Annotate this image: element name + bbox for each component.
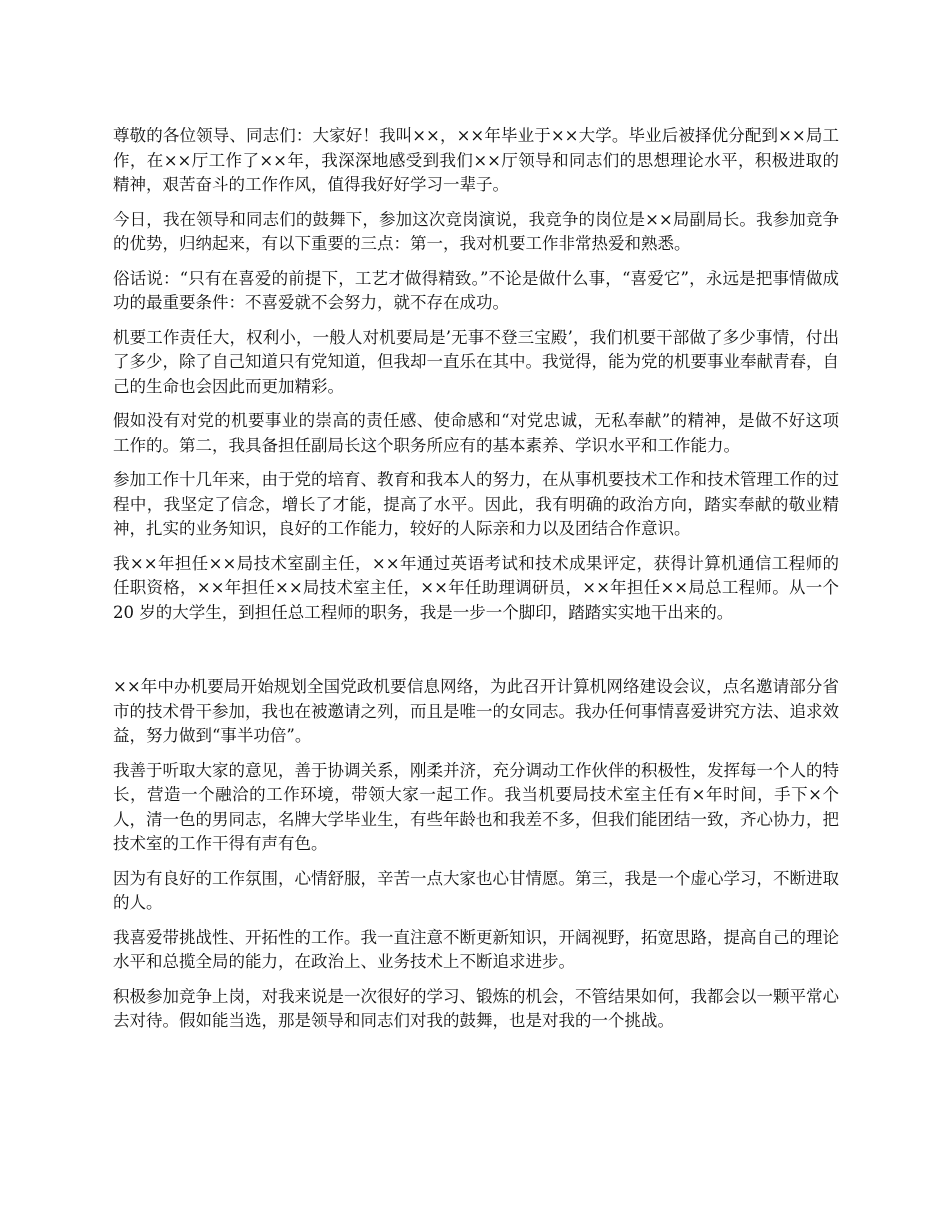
paragraph-10: 因为有良好的工作氛围，心情舒服，辛苦一点大家也心甘情愿。第三，我是一个虚心学习，不断进取的人。 bbox=[113, 868, 839, 912]
paragraph-11: 我喜爱带挑战性、开拓性的工作。我一直注意不断更新知识，开阔视野，拓宽思路，提高自己的理论水平和总揽全局的能力，在政治上、业务技术上不断追求进步。 bbox=[113, 927, 839, 971]
document-body bbox=[113, 124, 839, 1044]
paragraph-1: 尊敬的各位领导、同志们：大家好！我叫××，××年毕业于××大学。毕业后被择优分配到××局工作，在××厅工作了××年，我深深地感受到我们××厅领导和同志们的思想理论水平，积极进取的精神，艰苦奋斗的工作作风，值得我好好学习一辈子。 bbox=[113, 126, 839, 194]
paragraph-9: 我善于听取大家的意见，善于协调关系，刚柔并济，充分调动工作伙伴的积极性，发挥每一个人的特长，营造一个融洽的工作环境，带领大家一起工作。我当机要局技术室主任有×年时间，手下×个人，清一色的男同志，名牌大学毕业生，有些年龄也和我差不多，但我们能团结一致，齐心协力，把技术室的工作干得有声有色。 bbox=[113, 760, 839, 853]
paragraph-4: 机要工作责任大，权利小，一般人对机要局是’无事不登三宝殿’，我们机要干部做了多少事情，付出了多少，除了自己知道只有党知道，但我却一直乐在其中。我觉得，能为党的机要事业奉献青春，自己的生命也会因此而更加精彩。 bbox=[113, 327, 839, 396]
paragraph-2: 今日，我在领导和同志们的鼓舞下，参加这次竞岗演说，我竞争的岗位是××局副局长。我参加竞争的优势，归纳起来，有以下重要的三点：第一，我对机要工作非常热爱和熟悉。 bbox=[113, 209, 839, 253]
section-gap bbox=[113, 635, 839, 675]
paragraph-6: 参加工作十几年来，由于党的培育、教育和我本人的努力，在从事机要技术工作和技术管理工作的过程中，我坚定了信念，增长了才能，提高了水平。因此，我有明确的政治方向，踏实奉献的敬业精神，扎实的业务知识，良好的工作能力，较好的人际亲和力以及团结合作意识。 bbox=[113, 470, 839, 538]
paragraph-7: 我××年担任××局技术室副主任，××年通过英语考试和技术成果评定，获得计算机通信工程师的任职资格，××年担任××局技术室主任，××年任助理调研员，××年担任××局总工程师。从一个 20 岁的大学生，到担任总工程师的职务，我是一步一个脚印，踏踏实实地干出来的。 bbox=[113, 553, 839, 622]
paragraph-12: 积极参加竞争上岗，对我来说是一次很好的学习、锻炼的机会，不管结果如何，我都会以一颗平常心去对待。假如能当选，那是领导和同志们对我的鼓舞，也是对我的一个挑战。 bbox=[113, 986, 839, 1030]
paragraph-5: 假如没有对党的机要事业的崇高的责任感、使命感和“对党忠诚，无私奉献”的精神，是做不好这项工作的。第二，我具备担任副局长这个职务所应有的基本素养、学识水平和工作能力。 bbox=[113, 411, 839, 455]
paragraph-3: 俗话说：“只有在喜爱的前提下，工艺才做得精致。”不论是做什么事，“喜爱它”，永远是把事情做成功的最重要条件：不喜爱就不会努力，就不存在成功。 bbox=[113, 268, 839, 312]
paragraph-8: ××年中办机要局开始规划全国党政机要信息网络，为此召开计算机网络建设会议，点名邀请部分省市的技术骨干参加，我也在被邀请之列，而且是唯一的女同志。我办任何事情喜爱讲究方法、追求效益，努力做到“事半功倍”。 bbox=[113, 677, 839, 745]
